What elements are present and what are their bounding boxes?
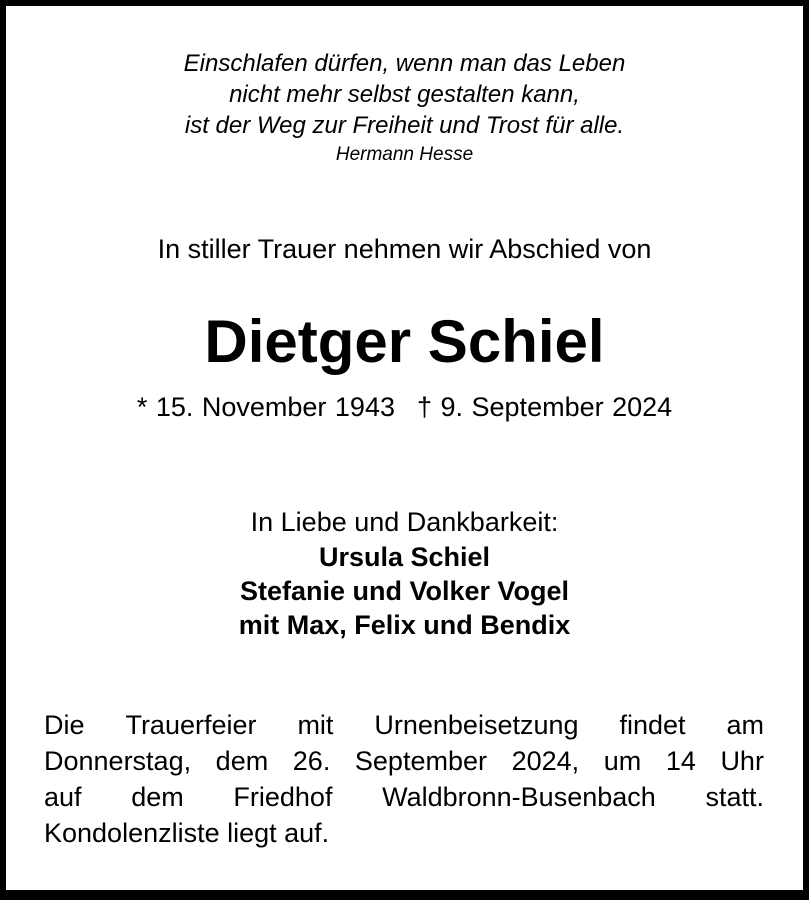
notice-word: am: [726, 710, 764, 740]
notice-word: statt.: [705, 782, 764, 812]
notice-word: Urnenbeisetzung: [374, 710, 579, 740]
notice-word: findet: [619, 710, 686, 740]
quote-block: [6, 48, 803, 168]
birth-date: * 15. November 1943: [136, 392, 395, 422]
notice-word: Die: [44, 710, 85, 740]
notice-word: Friedhof: [233, 782, 333, 812]
funeral-notice: [44, 707, 764, 851]
notice-line: [44, 815, 764, 851]
notice-line: [44, 779, 764, 815]
quote-line: ist der Weg zur Freiheit und Trost für alle.: [184, 112, 625, 139]
notice-word: auf: [44, 782, 82, 812]
quote-line: nicht mehr selbst gestalten kann,: [229, 81, 580, 108]
notice-word: Uhr: [720, 746, 764, 776]
notice-word: 14: [665, 746, 696, 776]
notice-word: September: [354, 746, 487, 776]
intro-text: In stiller Trauer nehmen wir Abschied von: [157, 234, 652, 264]
mourner-name: mit Max, Felix und Bendix: [238, 610, 571, 640]
notice-word: dem: [215, 746, 269, 776]
death-date: † 9. September 2024: [416, 392, 673, 422]
quote-line: Einschlafen dürfen, wenn man das Leben: [183, 50, 626, 77]
deceased-name: Dietger Schiel: [204, 308, 605, 375]
mourners-label: In Liebe und Dankbarkeit:: [250, 507, 559, 537]
notice-word: 2024,: [511, 746, 580, 776]
notice-line: [44, 707, 764, 743]
life-dates: [6, 390, 803, 424]
notice-word: dem: [131, 782, 184, 812]
notice-word: Donnerstag,: [44, 746, 192, 776]
notice-word: mit: [297, 710, 334, 740]
mourners-block: [6, 505, 803, 642]
notice-word: um: [603, 746, 642, 776]
notice-word: Trauerfeier: [125, 710, 257, 740]
notice-word: Kondolenzliste liegt auf.: [44, 818, 330, 848]
notice-line: [44, 743, 764, 779]
notice-word: Waldbronn-Busenbach: [382, 782, 656, 812]
mourner-name: Stefanie und Volker Vogel: [239, 576, 570, 606]
quote-author: Hermann Hesse: [335, 144, 474, 165]
notice-word: 26.: [292, 746, 331, 776]
mourner-name: Ursula Schiel: [318, 542, 491, 572]
